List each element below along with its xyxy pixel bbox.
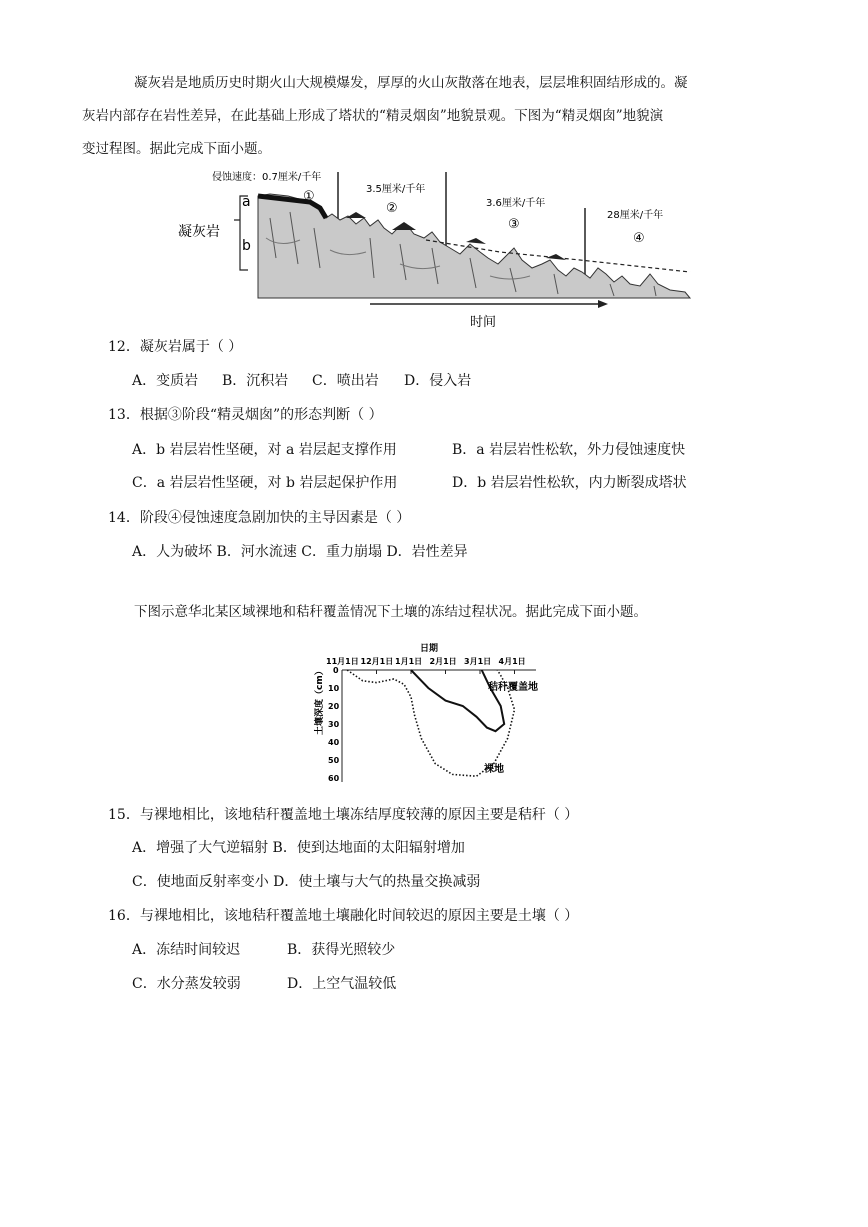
layer-a-label: a — [242, 194, 251, 210]
passage-1-line-2: 灰岩内部存在岩性差异，在此基础上形成了塔状的“精灵烟囱”地貌景观。下图为“精灵烟囱”地貌演 — [82, 108, 664, 124]
time-arrow-head — [598, 300, 608, 308]
y-axis-title: 土壤深度（cm） — [315, 666, 325, 735]
question-12: 12．凝灰岩属于（ ） — [108, 339, 243, 355]
question-14: 14．阶段④侵蚀速度急剧加快的主导因素是（ ） — [108, 510, 411, 526]
passage-2: 下图示意华北某区域裸地和秸秆覆盖情况下土壤的冻结过程状况。据此完成下面小题。 — [134, 604, 647, 620]
y-tick-label: 50 — [328, 756, 340, 765]
layer-b-label: b — [242, 238, 251, 254]
stage-3-label: ③ — [508, 217, 520, 232]
x-tick-label: 4月1日 — [498, 657, 526, 666]
time-axis-label: 时间 — [470, 315, 497, 330]
q15-options-cd[interactable]: C．使地面反射率变小 D．使土壤与大气的热量交换减弱 — [132, 874, 481, 890]
tuff-label: 凝灰岩 — [178, 224, 220, 240]
q13-option-a[interactable]: A．b 岩层岩性坚硬，对 a 岩层起支撑作用 — [132, 442, 397, 458]
x-tick-label: 3月1日 — [464, 657, 492, 666]
question-16: 16．与裸地相比，该地秸秆覆盖地土壤融化时间较迟的原因主要是土壤（ ） — [108, 908, 579, 924]
soil-freezing-chart — [310, 640, 560, 788]
q13-option-b[interactable]: B．a 岩层岩性松软，外力侵蚀速度快 — [452, 442, 686, 458]
q12-option-a[interactable]: A．变质岩 — [132, 373, 199, 389]
q15-options-ab[interactable]: A．增强了大气逆辐射 B．使到达地面的太阳辐射增加 — [132, 840, 465, 856]
q16-option-d[interactable]: D．上空气温较低 — [287, 976, 397, 992]
q14-options[interactable]: A．人为破坏 B．河水流速 C．重力崩塌 D．岩性差异 — [132, 544, 468, 560]
stage-3-rate-label: 3.6厘米/千年 — [486, 198, 546, 209]
y-tick-label: 40 — [328, 738, 340, 747]
q13-option-d[interactable]: D．b 岩层岩性松软，内力断裂成塔状 — [452, 475, 687, 491]
stage-4-label: ④ — [633, 231, 645, 246]
erosion-rate-label: 侵蚀速度：0.7厘米/千年 — [212, 172, 322, 183]
straw-series-label: 秸秆覆盖地 — [488, 682, 538, 693]
stage-2-rate-label: 3.5厘米/千年 — [366, 184, 426, 195]
fairy-chimney-figure — [170, 168, 700, 333]
q12-option-d[interactable]: D．侵入岩 — [404, 373, 472, 389]
straw-covered-curve — [411, 670, 504, 731]
q16-option-c[interactable]: C．水分蒸发较弱 — [132, 976, 241, 992]
stage-4-rate-label: 28厘米/千年 — [607, 210, 664, 221]
q16-option-b[interactable]: B．获得光照较少 — [287, 942, 396, 958]
passage-1-line-3: 变过程图。据此完成下面小题。 — [82, 141, 271, 157]
y-tick-label: 0 — [333, 666, 339, 675]
y-tick-label: 20 — [328, 702, 340, 711]
y-tick-label: 30 — [328, 720, 340, 729]
x-axis-title: 日期 — [420, 644, 439, 654]
question-13: 13．根据③阶段“精灵烟囱”的形态判断（ ） — [108, 407, 383, 423]
y-tick-label: 60 — [328, 774, 340, 783]
question-15: 15．与裸地相比，该地秸秆覆盖地土壤冻结厚度较薄的原因主要是秸秆（ ） — [108, 807, 579, 823]
stage-1-label: ① — [303, 189, 315, 204]
bare-series-label: 裸地 — [484, 764, 504, 775]
y-tick-label: 10 — [328, 684, 340, 693]
x-tick-label: 11月1日 — [326, 657, 359, 666]
q12-option-b[interactable]: B．沉积岩 — [222, 373, 289, 389]
q12-option-c[interactable]: C．喷出岩 — [312, 373, 379, 389]
passage-1-line-1: 凝灰岩是地质历史时期火山大规模爆发，厚厚的火山灰散落在地表，层层堆积固结形成的。凝 — [134, 75, 688, 91]
q13-option-c[interactable]: C．a 岩层岩性坚硬，对 b 岩层起保护作用 — [132, 475, 398, 491]
x-tick-label: 2月1日 — [429, 657, 457, 666]
x-tick-label: 1月1日 — [395, 657, 423, 666]
stage-2-label: ② — [386, 201, 398, 216]
q16-option-a[interactable]: A．冻结时间较迟 — [132, 942, 241, 958]
x-tick-label: 12月1日 — [360, 657, 394, 666]
passage-1 — [82, 67, 768, 166]
